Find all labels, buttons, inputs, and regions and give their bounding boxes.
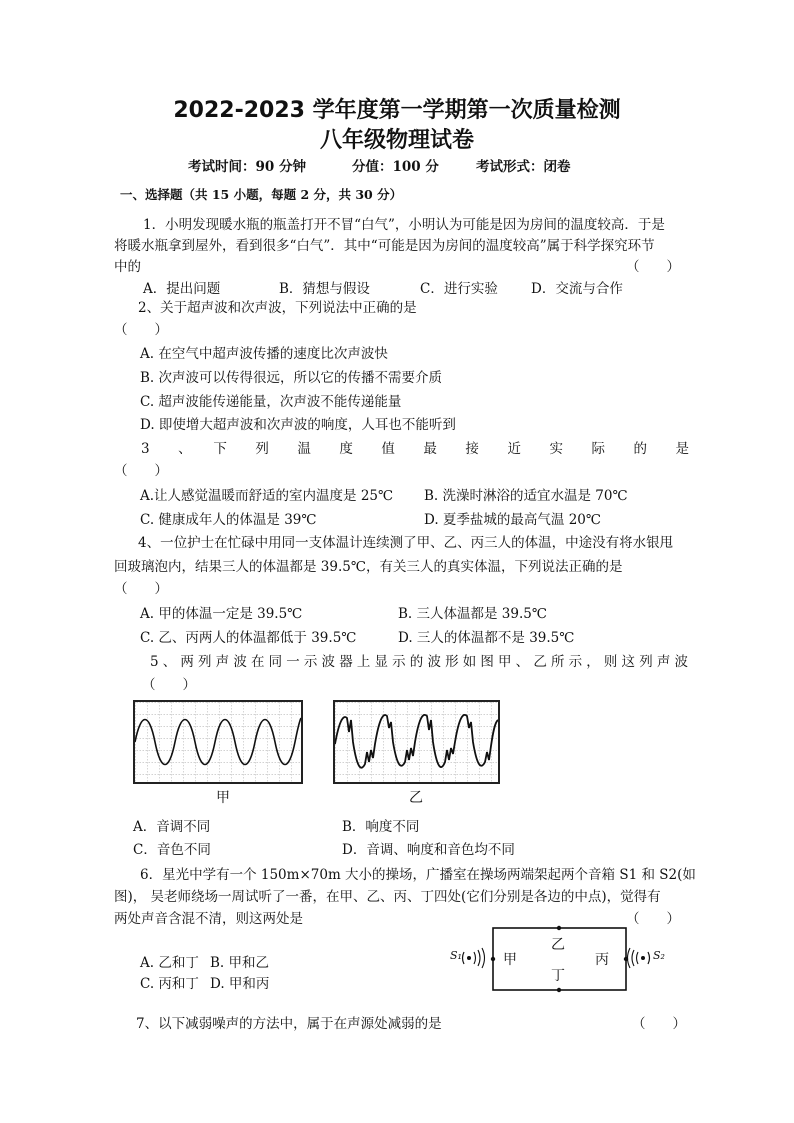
exam-time: 考试时间：90 分钟 [188, 159, 306, 175]
exam-subtitle: 八年级物理试卷 [319, 128, 474, 153]
exam-score: 分值：100 分 [352, 159, 439, 175]
q5-option-c: C．音色不同 [133, 842, 211, 858]
q4-answer-paren: （ ） [114, 581, 168, 597]
q7-answer-paren: （ ） [632, 1016, 686, 1032]
q5-option-b: B．响度不同 [342, 819, 420, 835]
waveform-jia-svg [135, 702, 301, 782]
q4-option-b: B. 三人体温都是 39.5℃ [398, 606, 547, 622]
q6-line1: 6．星光中学有一个 150m×70m 大小的操场，广播室在操场两端架起两个音箱 S1 和 S2(如 [140, 867, 696, 883]
q1-option-a: A．提出问题 [143, 281, 221, 297]
q6-answer-paren: （ ） [626, 911, 680, 927]
q3-option-d: D. 夏季盐城的最高气温 20℃ [424, 512, 601, 528]
waveform-yi-figure [333, 700, 500, 784]
q1-line1: 1．小明发现暖水瓶的瓶盖打开不冒“白气”，小明认为可能是因为房间的温度较高．于是 [143, 217, 665, 233]
q3-option-a: A.让人感觉温暖而舒适的室内温度是 25℃ [140, 488, 394, 504]
q4-option-a: A. 甲的体温一定是 39.5℃ [140, 606, 303, 622]
q6-option-b: B. 甲和乙 [210, 955, 270, 971]
midpoint-yi-dot [557, 926, 561, 930]
q4-option-c: C. 乙、丙两人的体温都低于 39.5℃ [140, 630, 357, 646]
speaker-s1-icon [463, 952, 465, 964]
q6-option-c: C. 丙和丁 [140, 976, 199, 992]
midpoint-jia-dot [491, 957, 495, 961]
q5-stem: 5、两列声波在同一示波器上显示的波形如图甲、乙所示，则这列声波 [150, 654, 688, 670]
waveform-jia-figure [133, 700, 303, 784]
exam-title: 2022-2023 学年度第一学期第一次质量检测 [173, 98, 621, 123]
q3-option-c: C. 健康成年人的体温是 39℃ [140, 512, 317, 528]
q6-option-d: D. 甲和丙 [210, 976, 270, 992]
q6-option-a: A. 乙和丁 [140, 955, 199, 971]
q6-line2: 图)， 吴老师绕场一周试听了一番，在甲、乙、丙、丁四处(它们分别是各边的中点)，觉得有 [114, 889, 661, 905]
label-jia: 甲 [503, 952, 517, 968]
q3-option-b: B. 洗澡时淋浴的适宜水温是 70℃ [424, 488, 628, 504]
label-s2: S₂ [653, 949, 665, 962]
label-yi: 乙 [551, 937, 565, 953]
q5-option-a: A．音调不同 [133, 819, 211, 835]
playground-diagram [450, 922, 672, 996]
label-bing: 丙 [595, 952, 609, 968]
speaker-s2-icon [648, 952, 650, 964]
q4-line2: 回玻璃泡内，结果三人的体温都是 39.5℃，有关三人的真实体温，下列说法正确的是 [114, 559, 623, 575]
q4-option-d: D. 三人的体温都不是 39.5℃ [398, 630, 575, 646]
q3-stem: 3 、 下 列 温 度 值 最 接 近 实 际 的 是 [141, 441, 689, 457]
q1-line2: 将暖水瓶拿到屋外，看到很多“白气”．其中“可能是因为房间的温度较高”属于科学探究环节 [114, 238, 655, 254]
speaker-s1-dot [467, 956, 471, 960]
q2-option-d: D. 即使增大超声波和次声波的响度，人耳也不能听到 [140, 417, 456, 433]
speaker-s2-dot [641, 956, 645, 960]
waveform-yi-svg [335, 702, 498, 782]
q2-option-a: A. 在空气中超声波传播的速度比次声波快 [140, 346, 388, 362]
q5-option-d: D．音调、响度和音色均不同 [342, 842, 515, 858]
q1-option-d: D．交流与合作 [531, 281, 623, 297]
figure-label-yi: 乙 [409, 790, 423, 806]
sound-wave-s1-icon [474, 948, 485, 968]
q4-line1: 4、一位护士在忙碌中用同一支体温计连续测了甲、乙、丙三人的体温，中途没有将水银甩 [138, 535, 674, 551]
sound-wave-s2-icon [628, 948, 639, 968]
label-ding: 丁 [551, 968, 565, 984]
q2-stem: 2、关于超声波和次声波，下列说法中正确的是 [138, 300, 417, 316]
label-s1: S₁ [450, 949, 462, 962]
midpoint-ding-dot [557, 988, 561, 992]
q6-line3: 两处声音含混不清，则这两处是 [114, 911, 303, 927]
q5-answer-paren: （ ） [142, 677, 196, 693]
q2-option-b: B. 次声波可以传得很远，所以它的传播不需要介质 [140, 370, 443, 386]
section-heading: 一、选择题（共 15 小题，每题 2 分，共 30 分） [120, 187, 403, 202]
q1-answer-paren: （ ） [626, 259, 680, 275]
exam-form: 考试形式：闭卷 [476, 159, 571, 175]
oscilloscope-grid [135, 702, 301, 782]
q1-line3: 中的 [114, 259, 141, 275]
q2-answer-paren: （ ） [114, 322, 168, 338]
q3-answer-paren: （ ） [114, 463, 168, 479]
q2-option-c: C. 超声波能传递能量，次声波不能传递能量 [140, 394, 402, 410]
figure-label-jia: 甲 [216, 790, 230, 806]
q1-option-c: C．进行实验 [420, 281, 498, 297]
q1-option-b: B．猜想与假设 [279, 281, 370, 297]
q7-stem: 7、以下减弱噪声的方法中，属于在声源处减弱的是 [136, 1016, 442, 1032]
